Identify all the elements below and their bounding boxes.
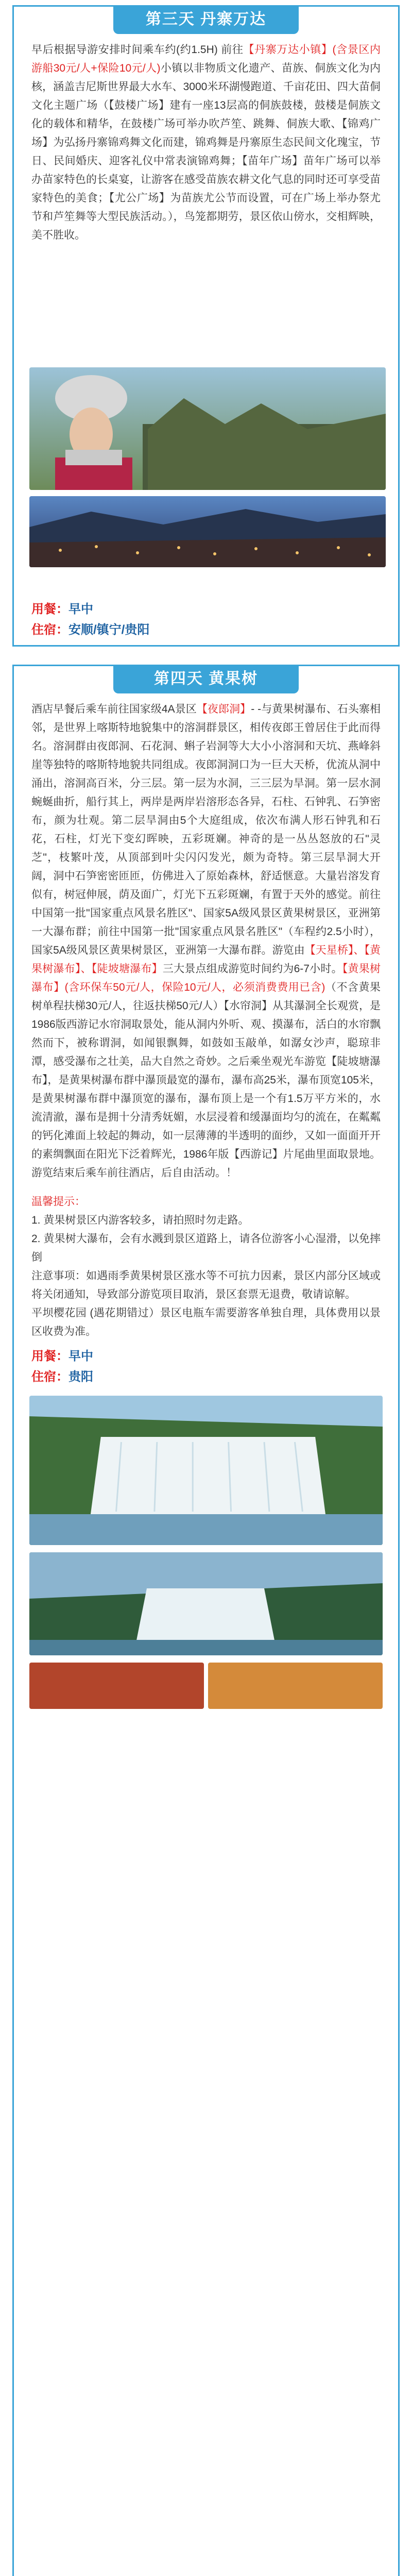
day4-meal: 用餐：早中: [31, 1349, 93, 1363]
day3-intro: [14, 41, 398, 245]
yelang-cave-link: 【夜郎洞】: [196, 703, 251, 715]
waterfall-photo-medium: [29, 1552, 383, 1655]
food-photo-left: [29, 1663, 204, 1709]
huangguoshu-fee: 【黄果树瀑布】(含环保车50元/人，保险10元/人，必须消费费用已含): [31, 963, 381, 993]
day4-header: 第四天 黄果树: [113, 665, 299, 693]
miao-woman-photo: [29, 367, 386, 490]
day3-highlight: 【丹寨万达小镇】(含景区内游船30元/人+保险10元/人): [31, 44, 381, 74]
day3-section: [12, 5, 400, 647]
tip-4: 平坝樱花园 (遇花期错过）景区电瓶车需要游客单独自理，具体费用以景区收费为准。: [31, 1307, 381, 1337]
tips-title: 温馨提示：: [31, 1196, 85, 1208]
day3-stay: 住宿：安顺/镇宁/贵阳: [31, 623, 150, 637]
day4-body: 酒店早餐后乘车前往国家级4A景区【夜郎洞】- -与黄果树瀑布、石头寨相邻，是世界上喀斯特地貌集中的溶洞群景区，相传夜郎王曾居住于此而得名。溶洞群由夜郎洞、石花洞、蝌子岩洞等大大小小溶洞和天坑、燕峰斜崖等独特的喀斯特地貌共同组成。夜郎洞洞口为一巨大天桥，优流从洞中涌出，溶洞高百米，分三层。第一层为水洞，三三层为旱洞。第一层水洞蜿蜒曲折，船行其上，两岸是两岸岩溶形态各异，石柱、石钟乳、石笋密布，颜为壮观。第二层旱洞由5个大庭组成，依次布满人形石钟乳和石花，石柱，灯光下变幻晖映，五彩斑斓。神奇的是一丛丛怒放的石"灵芝"，枝繁叶茂，从顶部到叶尖闪闪发光，颇为奇特。第三层旱洞大开阔，洞中石笋密密匝匝，仿佛进入了原始森林，舒适惬意。大量岩溶发育似有，树冠伸展，荫及面广，灯光下五彩斑斓，有置于天外的感觉。前往中国第一批"国家重点风景名胜区"、国家5A级风景区黄果树景区，亚洲第一大瀑布群；前往中国第一批"国家重点风景名胜区"（车程约2.5小时），国家5A级风景区黄果树景区，亚洲第一大瀑布群。游览由【天星桥】、【黄果树瀑布】、【陡坡塘瀑布】三大景点组成游览时间约为6-7小时。【黄果树瀑布】(含环保车50元/人，保险10元/人，必须消费费用已含)（不含黄果树单程扶梯30元/人，往返扶梯50元/人）【水帘洞】从其瀑洞全长观赏，是1986版西游记水帘洞取景处，能从洞内外听、观、摸瀑布，活白的水帘飘然而下，被称谓洞，如闻银飘舞，如鼓如玉敲单，如潺女沙声，聪琼非潭，感受瀑布之壮美，品大自然之奇妙。之后乘坐观光车游览【陡坡塘瀑布】，是黄果树瀑布群中瀑顶最宽的瀑布，瀑布高25米，瀑布顶宽105米，是黄果树瀑布群中瀑顶宽的瀑布，瀑布顶上是一个有1.5万平方米的，水流清澈，瀑布是拥十分清秀妩媚，水层浸着和缓瀑面均匀的流在，在粼粼的钙化滩面上较起的舞动，如一层薄薄的半透明的面纱，又如一面面开开的素绸飘面在阳光下泛着辉光，1986年版【西游记】片尾曲里面取景地。游览结束后乘车前往酒店，后自由活动。！ 温馨提示： 1. 黄果树景区内游客较多，请拍照时勿走路。 2. 黄果树大瀑布，会有水溅到景区道路上，请各位游客小心湿滑，以免摔倒 注意事项：如遇雨季黄果树景区涨水等不可抗力因素，景区内部分区域或将关闭通知，导致部分游览项目取消，景区套票无退费，敬请谅解。 平坝樱花园 (遇花期错过）景区电瓶车需要游客单独自理，具体费用以景区收费为准。 用餐：早中 住宿：贵阳: [14, 700, 398, 1709]
day3-intro-lead: 早后根据导游安排时间乘车约(约1.5H) 前往: [31, 44, 244, 56]
day4-section: [12, 665, 400, 2576]
tip-3: 注意事项：如遇雨季黄果树景区涨水等不可抗力因素，景区内部分区域或将关闭通知，导致部分游览项目取消，景区套票无退费，敬请谅解。: [31, 1270, 381, 1300]
day3-meal: 用餐：早中: [31, 602, 93, 616]
day3-header: 第三天 丹寨万达: [113, 5, 299, 34]
waterfall-photo-large: [29, 1396, 383, 1545]
food-photo-row: [29, 1663, 383, 1709]
day3-intro-body: 小镇以非物质文化遗产、苗族、侗族文化为内核，涵盖吉尼斯世界最大水车、3000米环湖慢跑道、千亩花田、四大苗侗文化主题广场（【鼓楼广场】建有一座13层高的侗族鼓楼，鼓楼是侗族文化的载体和精华，在鼓楼广场可举办吹芦笙、跳舞、侗族大歌、【锦鸡广场】为弘扬丹寨锦鸡舞文化而建，锦鸡舞是丹寨原生态民间文化瑰宝，节日、民间婚庆、迎客礼仪中常表演锦鸡舞；【苗年广场】苗年广场可以举办苗家特色的长桌宴，让游客在感受苗族农耕文化气息的同时还可享受苗家特色的美食；【尤公广场】为苗族尤公节而设置，可在广场上举办祭尤节和芦笙舞等大型民族活动。），鸟笼都期劳，景区依山傍水，交相辉映，美不胜收。: [31, 62, 381, 241]
scenic-spots: 【天星桥】、【黄果树瀑布】、【陡坡塘瀑布】: [31, 944, 381, 975]
village-night-photo: [29, 496, 386, 567]
food-photo-right: [208, 1663, 383, 1709]
day4-stay: 住宿：贵阳: [31, 1370, 93, 1384]
tip-1: 1. 黄果树景区内游客较多，请拍照时勿走路。: [31, 1214, 249, 1226]
tip-2: 2. 黄果树大瀑布，会有水溅到景区道路上，请各位游客小心湿滑，以免摔倒: [31, 1233, 381, 1263]
